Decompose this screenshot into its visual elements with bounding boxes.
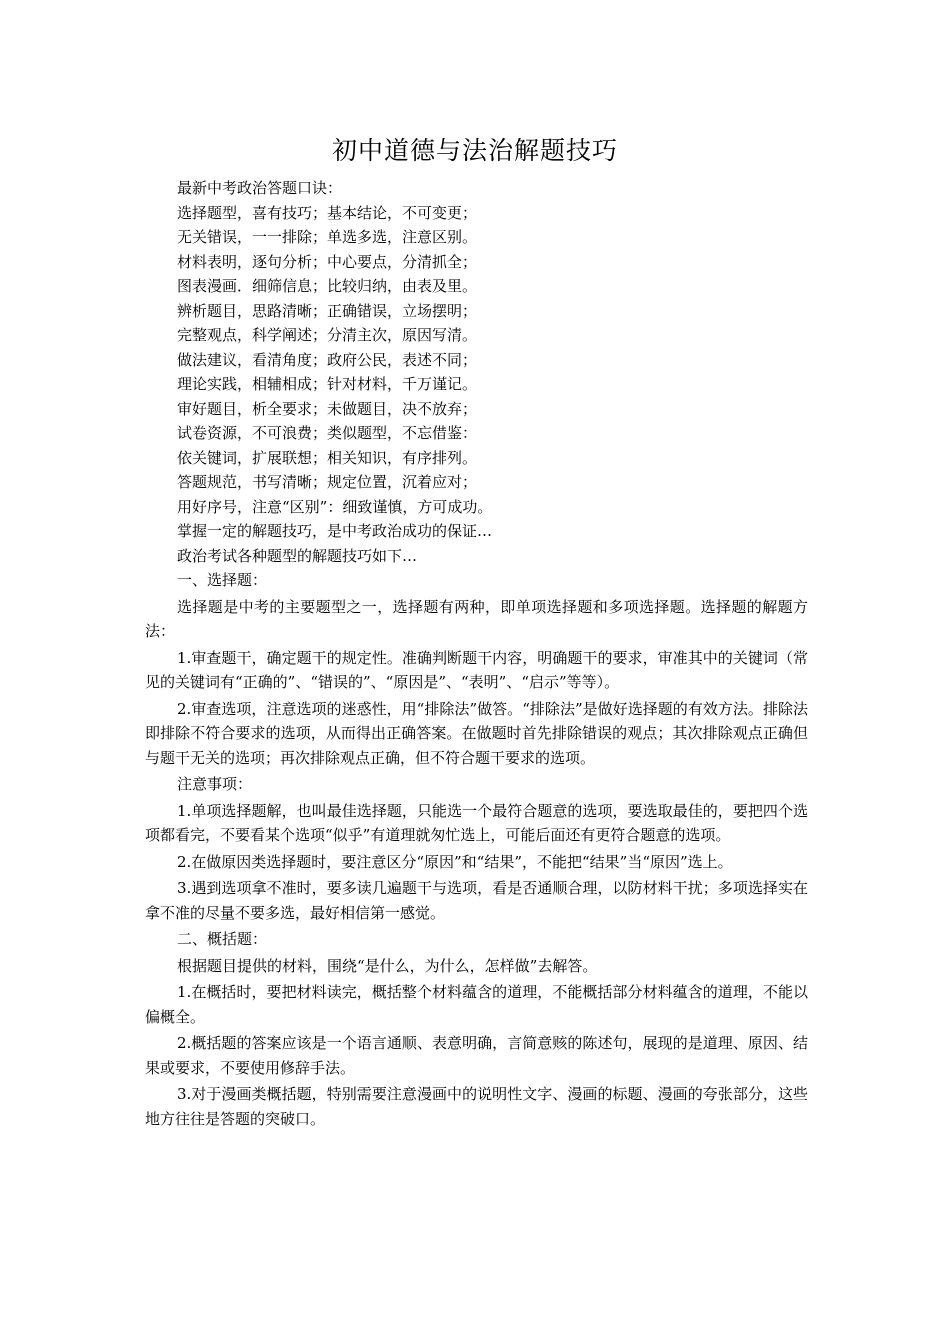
paragraph: 审好题目，析全要求；未做题目，决不放弃； [177,399,478,418]
paragraph: 选择题是中考的主要题型之一，选择题有两种，即单项选择题和多项选择题。选择题的解题方法： [145,597,808,640]
paragraph: 用好序号，注意“区别”：细致谨慎，方可成功。 [177,497,493,516]
paragraph: 3.遇到选项拿不准时，要多读几遍题干与选项，看是否通顺合理，以防材料干扰；多项选择实在拿不准的尽量不要多选，最好相信第一感觉。 [145,879,808,922]
paragraph: 最新中考政治答题口诀： [177,179,343,197]
paragraph: 依关键词，扩展联想；相关知识，有序排列。 [177,448,478,467]
paragraph: 做法建议，看清角度；政府公民，表述不同； [177,350,478,369]
paragraph: 2.在做原因类选择题时，要注意区分“原因”和“结果”，不能把“结果”当“原因”选上。 [177,852,733,871]
paragraph: 辨析题目，思路清晰；正确错误，立场摆明； [177,301,478,320]
paragraph: 注意事项： [177,775,253,793]
paragraph: 试卷资源，不可浪费；类似题型，不忘借鉴： [177,424,478,442]
paragraph: 完整观点，科学阐述；分清主次，原因写清。 [177,326,478,344]
paragraph: 材料表明，逐句分析；中心要点，分清抓全； [177,252,478,271]
paragraph: 无关错误，一一排除；单选多选，注意区别。 [177,228,478,246]
paragraph: 理论实践，相辅相成；针对材料，千万谨记。 [177,375,478,393]
paragraph: 掌握一定的解题技巧，是中考政治成功的保证… [177,522,493,540]
paragraph: 2.概括题的答案应该是一个语言通顺、表意明确，言简意赅的陈述句，展现的是道理、原因、结果或要求，不要使用修辞手法。 [145,1034,808,1077]
paragraph: 二、概括题： [177,930,268,948]
paragraph: 图表漫画．细筛信息；比较归纳，由表及里。 [177,277,478,295]
paragraph: 1.审查题干，确定题干的规定性。准确判断题干内容，明确题干的要求，审准其中的关键词（常见的关键词有“正确的”、“错误的”、“原因是”、“表明”、“启示”等等）。 [145,648,808,691]
paragraph: 1.在概括时，要把材料读完，概括整个材料蕴含的道理，不能概括部分材料蕴含的道理，不能以偏概全。 [145,983,808,1026]
paragraph: 政治考试各种题型的解题技巧如下… [177,546,418,565]
paragraph: 1.单项选择题解，也叫最佳选择题，只能选一个最符合题意的选项，要选取最佳的，要把四个选项都看完，不要看某个选项“似乎”有道理就匆忙选上，可能后面还有更符合题意的选项。 [145,801,808,844]
document-body [145,176,808,1131]
paragraph: 选择题型，喜有技巧；基本结论，不可变更； [177,203,478,222]
paragraph: 根据题目提供的材料，围绕“是什么，为什么，怎样做”去解答。 [177,956,598,975]
paragraph: 答题规范，书写清晰；规定位置，沉着应对； [177,473,478,491]
paragraph: 3.对于漫画类概括题，特别需要注意漫画中的说明性文字、漫画的标题、漫画的夸张部分，这些地方往往是答题的突破口。 [145,1085,808,1128]
document-title: 初中道德与法治解题技巧 [331,136,618,165]
paragraph: 一、选择题： [177,571,268,589]
paragraph: 2.审查选项，注意选项的迷惑性，用“排除法”做答。“排除法”是做好选择题的有效方法。排除法即排除不符合要求的选项，从而得出正确答案。在做题时首先排除错误的观点；其次排除观点正确但与题干无关的选项；再次排除观点正确，但不符合题干要求的选项。 [145,699,808,767]
